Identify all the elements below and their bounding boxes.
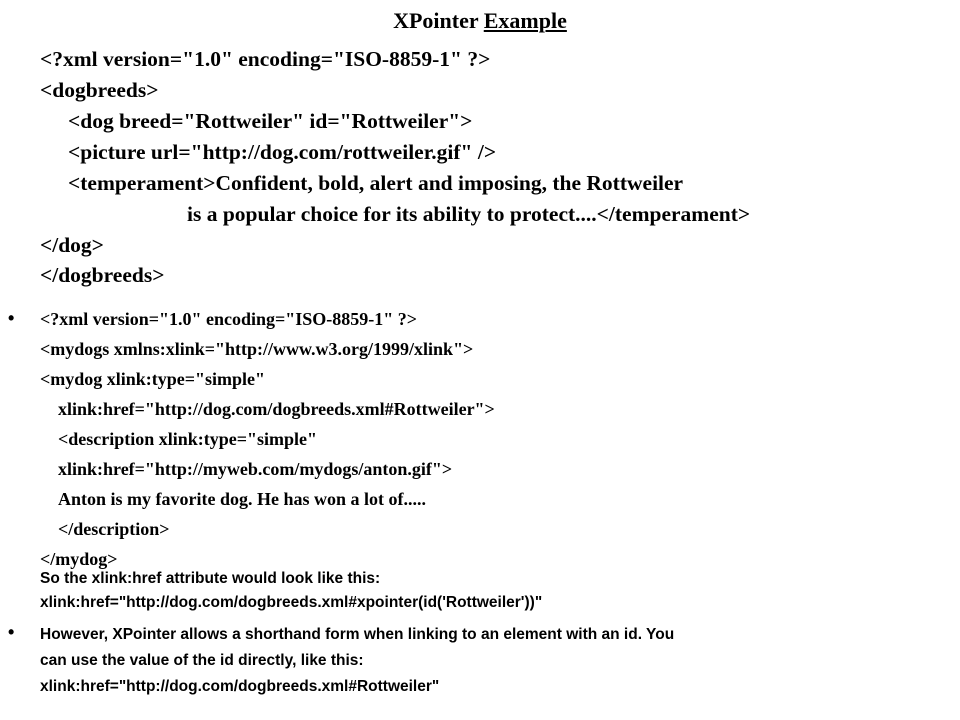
code-line: <mydog xlink:type="simple" (40, 369, 266, 389)
bullet2-text-line: can use the value of the id directly, like this: (40, 652, 364, 669)
code-line: <dogbreeds> (40, 78, 159, 102)
code-line: <temperament>Confident, bold, alert and imposing, the Rottweiler (68, 171, 684, 195)
bullet1-text-line: xlink:href="http://dog.com/dogbreeds.xml#xpointer(id('Rottweiler'))" (40, 594, 543, 611)
bullet2-text-line: xlink:href="http://dog.com/dogbreeds.xml#Rottweiler" (40, 678, 440, 695)
code-line: </dog> (40, 233, 104, 257)
bullet-marker: • (8, 308, 15, 328)
code-line: Anton is my favorite dog. He has won a lot of..... (58, 489, 426, 509)
code-line: <?xml version="1.0" encoding="ISO-8859-1" ?> (40, 47, 491, 71)
code-line: </description> (58, 519, 170, 539)
code-line: <picture url="http://dog.com/rottweiler.gif" /> (68, 140, 497, 164)
code-line: is a popular choice for its ability to protect....</temperament> (187, 202, 751, 226)
title-part-2: Example (483, 8, 567, 33)
code-line: xlink:href="http://dog.com/dogbreeds.xml#Rottweiler"> (58, 399, 495, 419)
code-line: xlink:href="http://myweb.com/mydogs/anton.gif"> (58, 459, 453, 479)
bullet2-text-line: However, XPointer allows a shorthand form when linking to an element with an id. You (40, 626, 675, 643)
slide-title (0, 6, 960, 36)
code-line: </dogbreeds> (40, 263, 165, 287)
bullet-marker: • (8, 622, 15, 642)
title-part-1: XPointer (393, 8, 484, 33)
code-line: <?xml version="1.0" encoding="ISO-8859-1" ?> (40, 309, 418, 329)
code-line: <mydogs xmlns:xlink="http://www.w3.org/1999/xlink"> (40, 339, 474, 359)
bullet1-text-line: So the xlink:href attribute would look like this: (40, 570, 381, 587)
code-line: </mydog> (40, 549, 118, 569)
code-line: <description xlink:type="simple" (58, 429, 318, 449)
code-line: <dog breed="Rottweiler" id="Rottweiler"> (68, 109, 473, 133)
